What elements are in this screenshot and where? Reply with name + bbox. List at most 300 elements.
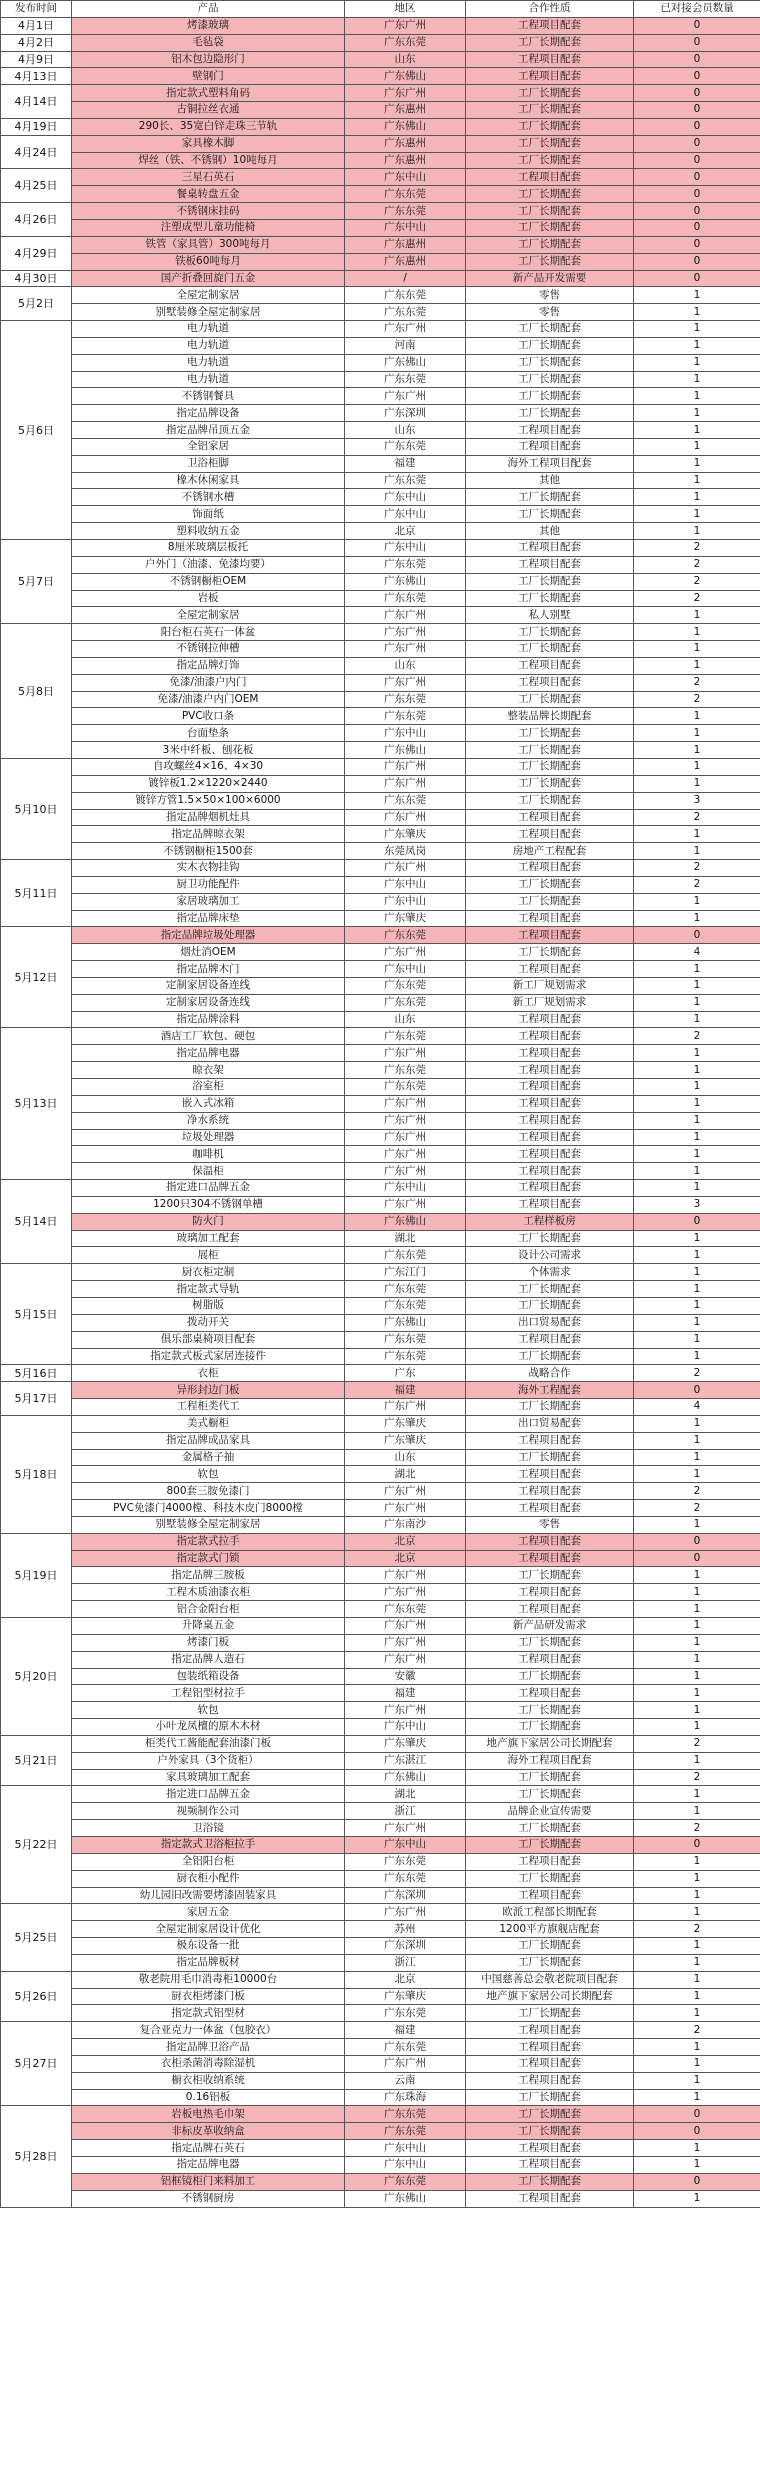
table-row: [1, 1095, 760, 1112]
product-cell: 卫浴镜: [72, 1820, 345, 1837]
product-cell: 镀锌方管1.5×50×100×6000: [72, 792, 345, 809]
cooperation-cell: 工厂长期配套: [466, 1567, 634, 1584]
table-row: [1, 1483, 760, 1500]
header-row: [1, 1, 760, 18]
product-cell: 指定款式卫浴柜拉手: [72, 1836, 345, 1853]
cooperation-cell: 工厂长期配套: [466, 1281, 634, 1298]
member-count-cell: 0: [634, 169, 760, 186]
product-cell: 厨衣柜小配件: [72, 1870, 345, 1887]
member-count-cell: 1: [634, 1432, 760, 1449]
region-cell: 广东广州: [345, 2055, 466, 2072]
member-count-cell: 1: [634, 472, 760, 489]
member-count-cell: 1: [634, 977, 760, 994]
table-row: [1, 1651, 760, 1668]
region-cell: 广东东莞: [345, 2039, 466, 2056]
product-cell: 指定品牌垃圾处理器: [72, 927, 345, 944]
member-count-cell: 0: [634, 219, 760, 236]
product-cell: 不锈钢拉伸槽: [72, 641, 345, 658]
table-row: [1, 1550, 760, 1567]
table-row: [1, 607, 760, 624]
member-count-cell: 1: [634, 1163, 760, 1180]
table-row: [1, 1432, 760, 1449]
product-cell: 不锈钢床挂码: [72, 203, 345, 220]
member-count-cell: 0: [634, 2106, 760, 2123]
member-count-cell: 1: [634, 523, 760, 540]
table-row: [1, 1971, 760, 1988]
product-cell: 290长、35宽白锌走珠三节轨: [72, 118, 345, 135]
table-row: [1, 152, 760, 169]
region-cell: 广东东莞: [345, 1348, 466, 1365]
product-cell: 0.16铝板: [72, 2089, 345, 2106]
product-cell: PVC免漆门4000樘、科技木皮门8000樘: [72, 1500, 345, 1517]
member-count-cell: 1: [634, 405, 760, 422]
cooperation-cell: 工程项目配套: [466, 1062, 634, 1079]
table-row: [1, 1331, 760, 1348]
product-cell: 别墅装修全屋定制家居: [72, 304, 345, 321]
cooperation-cell: 战略合作: [466, 1365, 634, 1382]
region-cell: 广东广州: [345, 1634, 466, 1651]
region-cell: 广东东莞: [345, 2106, 466, 2123]
region-cell: 广东广州: [345, 1500, 466, 1517]
cooperation-cell: 工厂长期配套: [466, 85, 634, 102]
table-row: [1, 169, 760, 186]
region-cell: 广东东莞: [345, 1247, 466, 1264]
region-cell: 广东深圳: [345, 1938, 466, 1955]
region-cell: 广东东莞: [345, 1281, 466, 1298]
member-count-cell: 1: [634, 1062, 760, 1079]
cooperation-cell: 工程项目配套: [466, 1180, 634, 1197]
product-cell: 展柜: [72, 1247, 345, 1264]
product-cell: 3米中纤板、刨花板: [72, 742, 345, 759]
product-cell: 净水系统: [72, 1112, 345, 1129]
member-count-cell: 0: [634, 186, 760, 203]
member-count-cell: 1: [634, 1449, 760, 1466]
product-cell: 工程木质油漆衣柜: [72, 1584, 345, 1601]
member-count-cell: 1: [634, 1011, 760, 1028]
product-cell: 1200只304不锈钢单槽: [72, 1196, 345, 1213]
table-row: [1, 1196, 760, 1213]
region-cell: 山东: [345, 1011, 466, 1028]
region-cell: 广东中山: [345, 169, 466, 186]
member-count-cell: 1: [634, 641, 760, 658]
cooperation-cell: 整装品牌长期配套: [466, 708, 634, 725]
member-count-cell: 2: [634, 876, 760, 893]
date-cell: 5月27日: [1, 2022, 72, 2106]
member-count-cell: 1: [634, 489, 760, 506]
region-cell: 北京: [345, 1533, 466, 1550]
region-cell: 广东东莞: [345, 371, 466, 388]
member-count-cell: 1: [634, 1584, 760, 1601]
cooperation-cell: 工程项目配套: [466, 2072, 634, 2089]
member-count-cell: 1: [634, 1904, 760, 1921]
cooperation-cell: 工程项目配套: [466, 2022, 634, 2039]
table-row: [1, 1415, 760, 1432]
cooperation-cell: 工程项目配套: [466, 910, 634, 927]
product-cell: 铝合金阳台柜: [72, 1601, 345, 1618]
product-cell: 嵌入式冰箱: [72, 1095, 345, 1112]
header-date: 发布时间: [1, 1, 72, 18]
date-cell: 5月22日: [1, 1786, 72, 1904]
member-count-cell: 0: [634, 1382, 760, 1399]
member-count-cell: 1: [634, 321, 760, 338]
product-cell: 铁管（家具管）300吨每月: [72, 236, 345, 253]
region-cell: 山东: [345, 1449, 466, 1466]
cooperation-cell: 工厂长期配套: [466, 1954, 634, 1971]
table-row: [1, 1820, 760, 1837]
date-cell: 4月25日: [1, 169, 72, 203]
region-cell: 广东惠州: [345, 236, 466, 253]
cooperation-cell: 工程项目配套: [466, 1651, 634, 1668]
table-row: [1, 506, 760, 523]
product-cell: 不锈钢水槽: [72, 489, 345, 506]
member-count-cell: 1: [634, 2005, 760, 2022]
region-cell: 广东东莞: [345, 691, 466, 708]
table-row: [1, 657, 760, 674]
product-cell: 指定品牌床垫: [72, 910, 345, 927]
product-cell: 焊丝（铁、不锈钢）10吨每月: [72, 152, 345, 169]
cooperation-cell: 工程项目配套: [466, 1079, 634, 1096]
date-cell: 4月24日: [1, 135, 72, 169]
product-cell: 复合亚克力一体盆（包胶衣）: [72, 2022, 345, 2039]
cooperation-cell: 工厂长期配套: [466, 2106, 634, 2123]
table-row: [1, 287, 760, 304]
date-cell: 5月28日: [1, 2106, 72, 2207]
member-count-cell: 0: [634, 253, 760, 270]
member-count-cell: 0: [634, 102, 760, 119]
table-row: [1, 1382, 760, 1399]
product-cell: 岩板: [72, 590, 345, 607]
region-cell: 广东佛山: [345, 1213, 466, 1230]
member-count-cell: 0: [634, 2123, 760, 2140]
product-cell: 家居五金: [72, 1904, 345, 1921]
cooperation-cell: 工程项目配套: [466, 674, 634, 691]
cooperation-cell: 地产旗下家居公司长期配套: [466, 1735, 634, 1752]
cooperation-cell: 工程项目配套: [466, 1533, 634, 1550]
cooperation-cell: 工厂长期配套: [466, 219, 634, 236]
member-count-cell: 1: [634, 1281, 760, 1298]
product-cell: 铝框镜柜门来料加工: [72, 2173, 345, 2190]
product-cell: 指定款式塑料角码: [72, 85, 345, 102]
member-count-cell: 1: [634, 388, 760, 405]
cooperation-cell: 工厂长期配套: [466, 725, 634, 742]
member-count-cell: 1: [634, 843, 760, 860]
product-cell: 指定款式门锁: [72, 1550, 345, 1567]
region-cell: 广东惠州: [345, 102, 466, 119]
region-cell: 广东东莞: [345, 1297, 466, 1314]
product-cell: 幼儿园旧改需要烤漆固装家具: [72, 1887, 345, 1904]
product-cell: 指定款式铝型材: [72, 2005, 345, 2022]
member-count-cell: 0: [634, 152, 760, 169]
table-row: [1, 624, 760, 641]
date-cell: 5月25日: [1, 1904, 72, 1971]
product-cell: 烟灶消OEM: [72, 944, 345, 961]
cooperation-cell: 工厂长期配套: [466, 203, 634, 220]
region-cell: 广东广州: [345, 1095, 466, 1112]
region-cell: 广东肇庆: [345, 826, 466, 843]
table-row: [1, 1702, 760, 1719]
product-cell: 饰面纸: [72, 506, 345, 523]
region-cell: 广东东莞: [345, 927, 466, 944]
product-cell: 家居玻璃加工: [72, 893, 345, 910]
table-row: [1, 1685, 760, 1702]
product-cell: 三星石英石: [72, 169, 345, 186]
header-region: 地区: [345, 1, 466, 18]
cooperation-cell: 设计公司需求: [466, 1247, 634, 1264]
region-cell: 广东广州: [345, 758, 466, 775]
cooperation-cell: 工程项目配套: [466, 1432, 634, 1449]
member-count-cell: 1: [634, 1702, 760, 1719]
table-row: [1, 1904, 760, 1921]
product-cell: 指定品牌设备: [72, 405, 345, 422]
date-cell: 5月11日: [1, 860, 72, 927]
member-count-cell: 1: [634, 1870, 760, 1887]
member-count-cell: 2: [634, 691, 760, 708]
region-cell: 广东东莞: [345, 1853, 466, 1870]
cooperation-cell: 工厂长期配套: [466, 590, 634, 607]
cooperation-cell: 工程项目配套: [466, 1163, 634, 1180]
cooperation-cell: 工厂长期配套: [466, 691, 634, 708]
product-cell: 指定品牌板材: [72, 1954, 345, 1971]
cooperation-cell: 工程项目配套: [466, 17, 634, 34]
product-cell: 指定品牌三胺板: [72, 1567, 345, 1584]
member-count-cell: 1: [634, 1719, 760, 1736]
cooperation-cell: 新产品研发需求: [466, 1618, 634, 1635]
cooperation-cell: 工程项目配套: [466, 961, 634, 978]
table-row: [1, 1752, 760, 1769]
region-cell: 北京: [345, 1550, 466, 1567]
product-cell: 咖啡机: [72, 1146, 345, 1163]
product-cell: 金属格子抽: [72, 1449, 345, 1466]
member-count-cell: 2: [634, 1921, 760, 1938]
cooperation-cell: 海外工程项目配套: [466, 1752, 634, 1769]
table-row: [1, 304, 760, 321]
cooperation-cell: 零售: [466, 1516, 634, 1533]
region-cell: 湖北: [345, 1230, 466, 1247]
region-cell: 广东东莞: [345, 1331, 466, 1348]
product-cell: 指定款式导轨: [72, 1281, 345, 1298]
product-cell: 酒店工厂软包、硬包: [72, 1028, 345, 1045]
product-cell: 户外家具（3个货柜）: [72, 1752, 345, 1769]
cooperation-cell: 工厂长期配套: [466, 337, 634, 354]
region-cell: 广东东莞: [345, 2123, 466, 2140]
region-cell: 广东佛山: [345, 742, 466, 759]
member-count-cell: 1: [634, 2055, 760, 2072]
table-row: [1, 1618, 760, 1635]
table-row: [1, 1786, 760, 1803]
table-row: [1, 1348, 760, 1365]
region-cell: 广东广州: [345, 809, 466, 826]
region-cell: 广东广州: [345, 944, 466, 961]
product-cell: 塑料收纳五金: [72, 523, 345, 540]
product-cell: 壁钢门: [72, 68, 345, 85]
member-count-cell: 1: [634, 1045, 760, 1062]
table-row: [1, 135, 760, 152]
region-cell: 广东东莞: [345, 1601, 466, 1618]
region-cell: 广东惠州: [345, 152, 466, 169]
cooperation-cell: 工厂长期配套: [466, 1938, 634, 1955]
member-count-cell: 1: [634, 1230, 760, 1247]
cooperation-cell: 工程项目配套: [466, 438, 634, 455]
cooperation-cell: 工厂长期配套: [466, 354, 634, 371]
header-member-count: 已对接会员数量: [634, 1, 760, 18]
member-count-cell: 1: [634, 893, 760, 910]
region-cell: 广东东莞: [345, 304, 466, 321]
member-count-cell: 1: [634, 1971, 760, 1988]
region-cell: 广东深圳: [345, 405, 466, 422]
member-count-cell: 1: [634, 961, 760, 978]
region-cell: 广东广州: [345, 321, 466, 338]
table-row: [1, 1230, 760, 1247]
region-cell: 广东东莞: [345, 203, 466, 220]
table-row: [1, 1870, 760, 1887]
member-count-cell: 1: [634, 725, 760, 742]
table-row: [1, 17, 760, 34]
cooperation-cell: 工厂长期配套: [466, 186, 634, 203]
table-row: [1, 438, 760, 455]
table-row: [1, 1297, 760, 1314]
product-cell: 工程铝型材拉手: [72, 1685, 345, 1702]
region-cell: 福建: [345, 1685, 466, 1702]
cooperation-cell: 工程项目配套: [466, 1095, 634, 1112]
table-row: [1, 203, 760, 220]
region-cell: 广东广州: [345, 1163, 466, 1180]
product-cell: 厨卫功能配件: [72, 876, 345, 893]
cooperation-cell: 工程项目配套: [466, 1196, 634, 1213]
region-cell: 广东佛山: [345, 2190, 466, 2207]
table-row: [1, 556, 760, 573]
date-cell: 4月30日: [1, 270, 72, 287]
date-cell: 4月9日: [1, 51, 72, 68]
region-cell: 广东广州: [345, 1702, 466, 1719]
table-row: [1, 405, 760, 422]
region-cell: 河南: [345, 337, 466, 354]
region-cell: 广东广州: [345, 1820, 466, 1837]
product-cell: 定制家居设备连线: [72, 977, 345, 994]
region-cell: 广东东莞: [345, 2173, 466, 2190]
region-cell: 浙江: [345, 1954, 466, 1971]
member-count-cell: 1: [634, 1887, 760, 1904]
cooperation-cell: 海外工程配套: [466, 1382, 634, 1399]
region-cell: 广东湛江: [345, 1752, 466, 1769]
table-row: [1, 2089, 760, 2106]
product-cell: 保温柜: [72, 1163, 345, 1180]
region-cell: 云南: [345, 2072, 466, 2089]
cooperation-cell: 工程项目配套: [466, 422, 634, 439]
table-row: [1, 910, 760, 927]
product-cell: 国产折叠回旋门五金: [72, 270, 345, 287]
product-cell: 指定品牌人造石: [72, 1651, 345, 1668]
product-cell: 工程柜类代工: [72, 1399, 345, 1416]
member-count-cell: 1: [634, 1618, 760, 1635]
member-count-cell: 1: [634, 708, 760, 725]
product-cell: 防火门: [72, 1213, 345, 1230]
table-row: [1, 1112, 760, 1129]
member-count-cell: 0: [634, 270, 760, 287]
member-count-cell: 1: [634, 758, 760, 775]
cooperation-cell: 工程项目配套: [466, 657, 634, 674]
region-cell: 苏州: [345, 1921, 466, 1938]
cooperation-cell: 工程项目配套: [466, 1112, 634, 1129]
member-count-cell: 1: [634, 1264, 760, 1281]
region-cell: 广东深圳: [345, 1887, 466, 1904]
region-cell: /: [345, 270, 466, 287]
date-cell: 5月12日: [1, 927, 72, 1028]
member-count-cell: 1: [634, 2072, 760, 2089]
cooperation-cell: 工程项目配套: [466, 1146, 634, 1163]
region-cell: 广东广州: [345, 624, 466, 641]
cooperation-cell: 工厂长期配套: [466, 1702, 634, 1719]
region-cell: 广东佛山: [345, 1314, 466, 1331]
table-row: [1, 1011, 760, 1028]
table-row: [1, 725, 760, 742]
member-count-cell: 1: [634, 422, 760, 439]
product-cell: 小叶龙凤檀的原木木材: [72, 1719, 345, 1736]
member-count-cell: 1: [634, 742, 760, 759]
cooperation-cell: 工厂长期配套: [466, 34, 634, 51]
member-count-cell: 1: [634, 304, 760, 321]
table-row: [1, 775, 760, 792]
member-count-cell: 1: [634, 506, 760, 523]
cooperation-cell: 工厂长期配套: [466, 236, 634, 253]
date-cell: 5月6日: [1, 321, 72, 540]
product-cell: 厨衣柜定制: [72, 1264, 345, 1281]
product-cell: 视频制作公司: [72, 1803, 345, 1820]
table-row: [1, 792, 760, 809]
member-count-cell: 1: [634, 1314, 760, 1331]
region-cell: 广东广州: [345, 1618, 466, 1635]
member-count-cell: 3: [634, 1196, 760, 1213]
product-cell: 8厘米玻璃层板托: [72, 540, 345, 557]
product-cell: 全铝家居: [72, 438, 345, 455]
product-cell: 不锈钢橱柜1500套: [72, 843, 345, 860]
region-cell: 广东惠州: [345, 253, 466, 270]
member-count-cell: 1: [634, 1634, 760, 1651]
region-cell: 广东广州: [345, 1399, 466, 1416]
cooperation-cell: 新产品开发需要: [466, 270, 634, 287]
product-cell: 指定品牌电器: [72, 2157, 345, 2174]
product-cell: 垃圾处理器: [72, 1129, 345, 1146]
member-count-cell: 2: [634, 809, 760, 826]
product-cell: 美式橱柜: [72, 1415, 345, 1432]
region-cell: 福建: [345, 1382, 466, 1399]
member-count-cell: 0: [634, 203, 760, 220]
date-cell: 4月29日: [1, 236, 72, 270]
cooperation-cell: 工厂长期配套: [466, 102, 634, 119]
date-cell: 5月26日: [1, 1971, 72, 2022]
date-cell: 5月7日: [1, 540, 72, 624]
region-cell: 广东中山: [345, 219, 466, 236]
region-cell: 广东东莞: [345, 438, 466, 455]
product-cell: 指定品牌吊顶五金: [72, 422, 345, 439]
cooperation-cell: 工程项目配套: [466, 1045, 634, 1062]
region-cell: 广东广州: [345, 1651, 466, 1668]
cooperation-cell: 工程项目配套: [466, 1584, 634, 1601]
product-cell: 自攻螺丝4×16、4×30: [72, 758, 345, 775]
cooperation-cell: 工程项目配套: [466, 826, 634, 843]
product-cell: 包装纸箱设备: [72, 1668, 345, 1685]
cooperation-cell: 私人别墅: [466, 607, 634, 624]
table-row: [1, 34, 760, 51]
table-row: [1, 540, 760, 557]
cooperation-cell: 工厂长期配套: [466, 2123, 634, 2140]
table-row: [1, 742, 760, 759]
cooperation-cell: 工厂长期配套: [466, 944, 634, 961]
region-cell: 广东江门: [345, 1264, 466, 1281]
cooperation-cell: 工厂长期配套: [466, 1769, 634, 1786]
region-cell: 北京: [345, 1971, 466, 1988]
table-row: [1, 1954, 760, 1971]
product-cell: 烤漆玻璃: [72, 17, 345, 34]
